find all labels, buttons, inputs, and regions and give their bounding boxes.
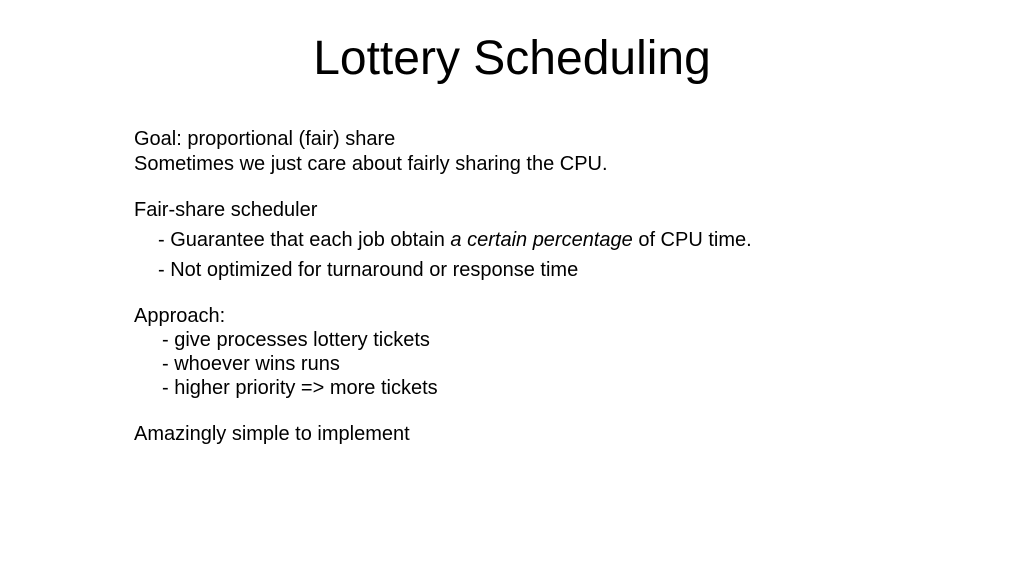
fair-share-bullet-not-optimized: - Not optimized for turnaround or response time	[158, 259, 579, 281]
fair-share-heading: Fair-share scheduler	[134, 199, 318, 221]
slide-title: Lottery Scheduling	[313, 32, 711, 85]
bullet-emphasis: a certain percentage	[450, 229, 633, 251]
approach-heading: Approach:	[134, 305, 226, 327]
fair-share-bullet-guarantee	[158, 228, 752, 252]
goal-line: Goal: proportional (fair) share	[134, 128, 396, 150]
approach-item: - whoever wins runs	[162, 353, 340, 375]
bullet-suffix: of CPU time.	[632, 229, 752, 251]
closing-statement: Amazingly simple to implement	[134, 423, 410, 445]
goal-description: Sometimes we just care about fairly sharing the CPU.	[134, 153, 608, 175]
approach-item: - higher priority => more tickets	[162, 377, 438, 399]
approach-item: - give processes lottery tickets	[162, 329, 430, 351]
bullet-prefix: - Guarantee that each job obtain	[158, 229, 451, 251]
